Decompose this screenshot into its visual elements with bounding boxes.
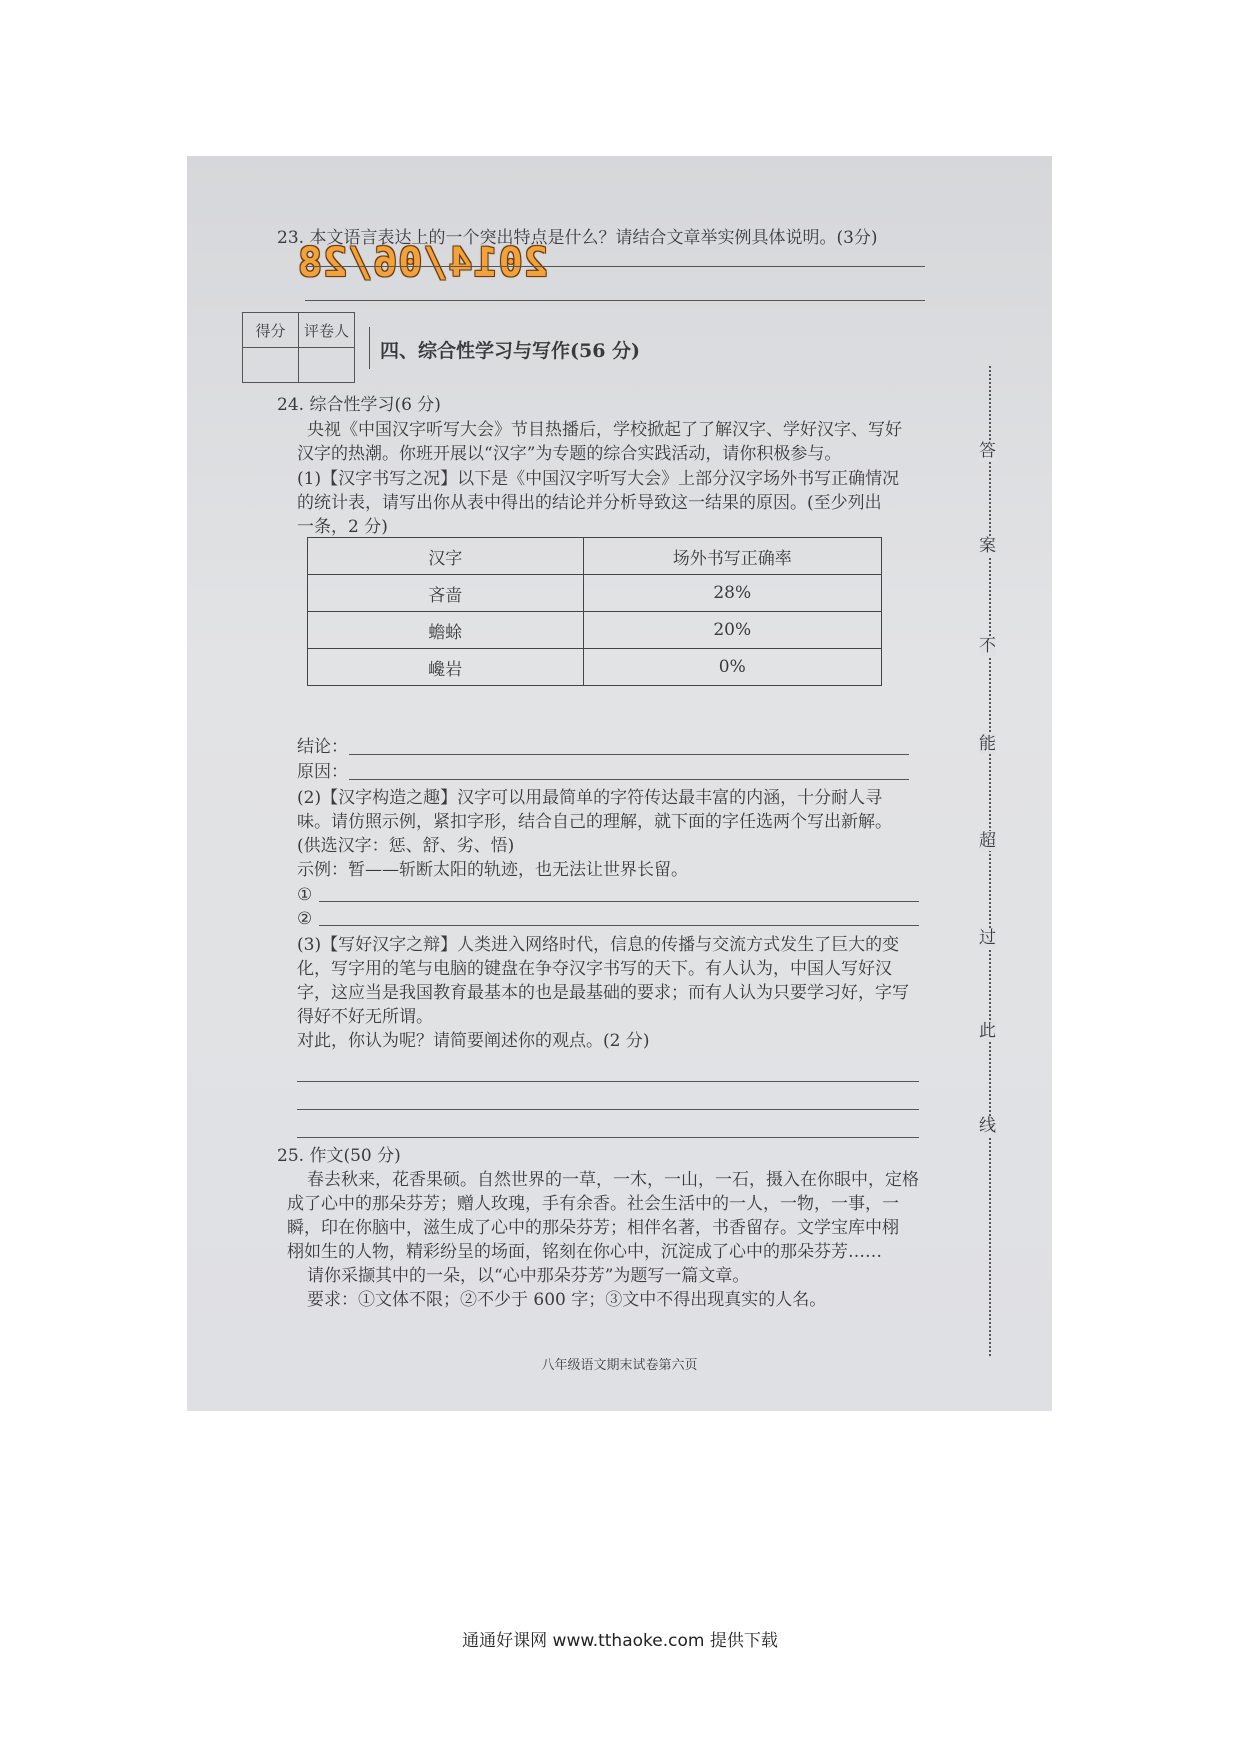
table-row [308, 612, 882, 649]
exam-paper [187, 156, 1052, 1411]
side-warning-char: 能 [979, 734, 996, 754]
side-warning-char: 超 [979, 831, 996, 851]
blank-2-label: ② [297, 909, 313, 929]
table-cell: 20% [583, 612, 881, 649]
q25-body-line: 请你采撷其中的一朵，以“心中那朵芬芳”为题写一篇文章。 [307, 1266, 750, 1286]
question-23: 23. 本文语言表达上的一个突出特点是什么？请结合文章举实例具体说明。(3分) [277, 228, 878, 248]
page-footer: 八年级语文期末试卷第六页 [541, 1358, 698, 1373]
cut-line [989, 366, 991, 1356]
table-cell: 吝啬 [308, 575, 584, 612]
answer-line [297, 1081, 919, 1082]
exam-photo [187, 156, 1052, 1411]
q24-p2-line: (供选汉字：惩、舒、劣、悟) [297, 836, 515, 856]
q24-p1-line: (1)【汉字书写之况】以下是《中国汉字听写大会》上部分汉字场外书写正确情况 [297, 469, 900, 489]
table-cell: 蟾蜍 [308, 612, 584, 649]
q25-body-line: 瞬，印在你脑中，滋生成了心中的那朵芬芳；相伴名著，书香留存。文学宝库中栩 [287, 1218, 899, 1238]
q25-body-line: 成了心中的那朵芬芳；赠人玫瑰，手有余香。社会生活中的一人，一物，一事，一 [287, 1194, 899, 1214]
q25-body-line: 栩如生的人物，精彩纷呈的场面，铭刻在你心中，沉淀成了心中的那朵芬芳…… [287, 1242, 882, 1262]
conclusion-label: 结论： [297, 737, 348, 757]
q24-p3-line: 化，写字用的笔与电脑的键盘在争夺汉字书写的天下。有人认为，中国人写好汉 [297, 959, 892, 979]
q24-p3-line: 得好不好无所谓。 [297, 1007, 433, 1027]
side-warning-char: 过 [979, 928, 996, 948]
table-row [308, 649, 882, 686]
side-warning-char: 案 [979, 536, 996, 556]
blank-1-label: ① [297, 885, 313, 905]
grader-label: 评卷人 [299, 313, 355, 348]
q24-p3-line: 字，这应当是我国教育最基本的也是最基础的要求；而有人认为只要学习好，字写 [297, 983, 909, 1003]
table-row [308, 575, 882, 612]
q24-intro-line: 汉字的热潮。你班开展以“汉字”为专题的综合实践活动，请你积极参与。 [297, 444, 842, 464]
q24-p3-line: 对此，你认为呢？请简要阐述你的观点。(2 分) [297, 1031, 650, 1051]
site-footer: 通通好课网 www.tthaoke.com 提供下载 [462, 1631, 778, 1651]
answer-line [319, 901, 919, 902]
score-label: 得分 [243, 313, 299, 348]
answer-line [297, 1109, 919, 1110]
section-title: 四、综合性学习与写作(56 分) [380, 340, 641, 362]
q24-p1-line: 的统计表，请写出你从表中得出的结论并分析导致这一结果的原因。(至少列出 [297, 493, 882, 513]
side-warning-char: 答 [979, 441, 996, 461]
q24-p2-line: 味。请仿照示例，紧扣字形，结合自己的理解，就下面的字任选两个写出新解。 [297, 812, 892, 832]
table-cell: 0% [583, 649, 881, 686]
q25-body-line: 春去秋来，花香果硕。自然世界的一草，一木，一山，一石，摄入在你眼中，定格 [307, 1170, 919, 1190]
answer-line [305, 266, 925, 267]
table-header-row [308, 538, 882, 575]
accuracy-table [307, 537, 882, 686]
table-header: 汉字 [308, 538, 584, 575]
q25-body-line: 要求：①文体不限；②不少于 600 字；③文中不得出现真实的人名。 [307, 1290, 827, 1310]
table-cell: 巉岩 [308, 649, 584, 686]
q24-p3-line: (3)【写好汉字之辩】人类进入网络时代，信息的传播与交流方式发生了巨大的变 [297, 935, 900, 955]
q25-title: 25. 作文(50 分) [277, 1146, 401, 1166]
conclusion-line [349, 754, 909, 755]
reason-line [349, 779, 909, 780]
q24-title: 24. 综合性学习(6 分) [277, 395, 441, 415]
table-cell: 28% [583, 575, 881, 612]
section-divider [369, 327, 370, 369]
side-warning-char: 线 [979, 1116, 996, 1136]
reason-label: 原因： [297, 762, 348, 782]
answer-line [305, 300, 925, 301]
answer-line [297, 1137, 919, 1138]
q24-p2-line: (2)【汉字构造之趣】汉字可以用最简单的字符传达最丰富的内涵，十分耐人寻 [297, 788, 883, 808]
answer-line [319, 925, 919, 926]
date-stamp: 2014/06/28 [297, 240, 548, 286]
side-warning-char: 此 [979, 1021, 996, 1041]
side-warning-char: 不 [979, 636, 996, 656]
score-box [242, 312, 355, 383]
q24-intro-line: 央视《中国汉字听写大会》节目热播后，学校掀起了了解汉字、学好汉字、写好 [307, 420, 902, 440]
q24-p1-line: 一条，2 分) [297, 517, 388, 537]
table-header: 场外书写正确率 [583, 538, 881, 575]
score-cell [243, 348, 299, 383]
q24-p2-line: 示例：暂——斩断太阳的轨迹，也无法让世界长留。 [297, 860, 688, 880]
grader-cell [299, 348, 355, 383]
